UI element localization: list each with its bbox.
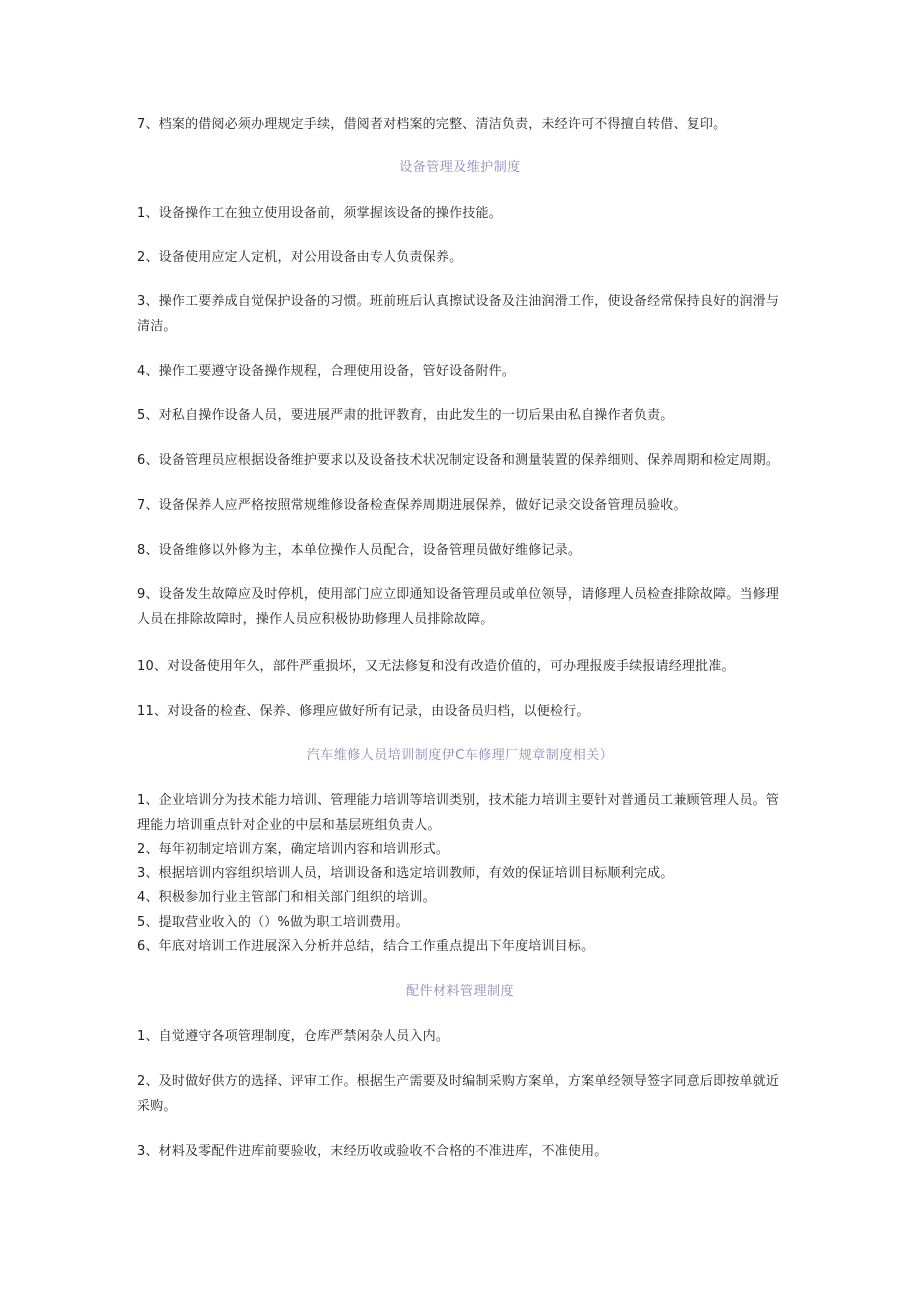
equipment-rule-5: 5、对私自操作设备人员，要进展严肃的批评教育，由此发生的一切后果由私自操作者负责。 (137, 408, 674, 423)
materials-rule-2: 2、及时做好供方的选择、评审工作。根据生产需要及时编制采购方案单，方案单经领导签字同意后即按单就近采购。 (137, 1074, 780, 1114)
equipment-rule-2: 2、设备使用应定人定机，对公用设备由专人负责保养。 (137, 250, 463, 265)
equipment-rule-6: 6、设备管理员应根据设备维护要求以及设备技术状况制定设备和测量装置的保养细则、保养周期和检定周期。 (137, 453, 780, 468)
training-rule-5: 5、提取营业收入的（）%做为职工培训费用。 (137, 915, 409, 930)
training-rule-3: 3、根据培训内容组织培训人员，培训设备和选定培训教师，有效的保证培训目标顺利完成。 (137, 866, 674, 881)
equipment-rule-8: 8、设备维修以外修为主，本单位操作人员配合，设备管理员做好维修记录。 (137, 543, 582, 558)
equipment-rule-4: 4、操作工要遵守设备操作规程，合理使用设备，管好设备附件。 (137, 364, 516, 379)
training-rule-2: 2、每年初制定培训方案，确定培训内容和培训形式。 (137, 842, 450, 857)
materials-rule-1: 1、自觉遵守各项管理制度，仓库严禁闲杂人员入内。 (137, 1029, 450, 1044)
equipment-rule-9: 9、设备发生故障应及时停机，使用部门应立即通知设备管理员或单位领导，请修理人员检查排除故障。当修理人员在排除故障时，操作人员应积极协助修理人员排除故障。 (137, 587, 780, 627)
training-rule-6: 6、年底对培训工作进展深入分析并总结，结合工作重点提出下年度培训目标。 (137, 939, 595, 954)
equipment-section-title: 设备管理及维护制度 (399, 160, 521, 175)
equipment-rule-1: 1、设备操作工在独立使用设备前，须掌握该设备的操作技能。 (137, 206, 502, 221)
equipment-rule-10: 10、对设备使用年久，部件严重损坏，又无法修复和没有改造价值的，可办理报废手续报请经理批准。 (137, 659, 735, 674)
materials-rule-3: 3、材料及零配件进库前要验收，末经历收或验收不合格的不准进库，不准使用。 (137, 1144, 608, 1159)
equipment-rule-7: 7、设备保养人应严格按照常规维修设备检查保养周期进展保养，做好记录交设备管理员验收。 (137, 498, 687, 513)
materials-section-title: 配件材料管理制度 (405, 984, 514, 999)
training-rule-4: 4、积极参加行业主管部门和相关部门组织的培训。 (137, 890, 436, 905)
training-rule-1: 1、企业培训分为技术能力培训、管理能力培训等培训类别，技术能力培训主要针对普通员工兼顾管理人员。管理能力培训重点针对企业的中层和基层班组负责人。 (137, 793, 780, 833)
archive-rule-7: 7、档案的借阅必须办理规定手续，借阅者对档案的完整、清洁负责，未经许可不得擅自转借、复印。 (137, 117, 727, 132)
equipment-rule-11: 11、对设备的检查、保养、修理应做好所有记录，由设备员归档，以便检行。 (137, 704, 590, 719)
training-section-title: 汽车维修人员培训制度伊C车修理厂规章制度相关） (306, 748, 614, 763)
equipment-rule-3: 3、操作工要养成自觉保护设备的习惯。班前班后认真擦试设备及注油润滑工作，使设备经常保持良好的润滑与清洁。 (137, 294, 780, 334)
